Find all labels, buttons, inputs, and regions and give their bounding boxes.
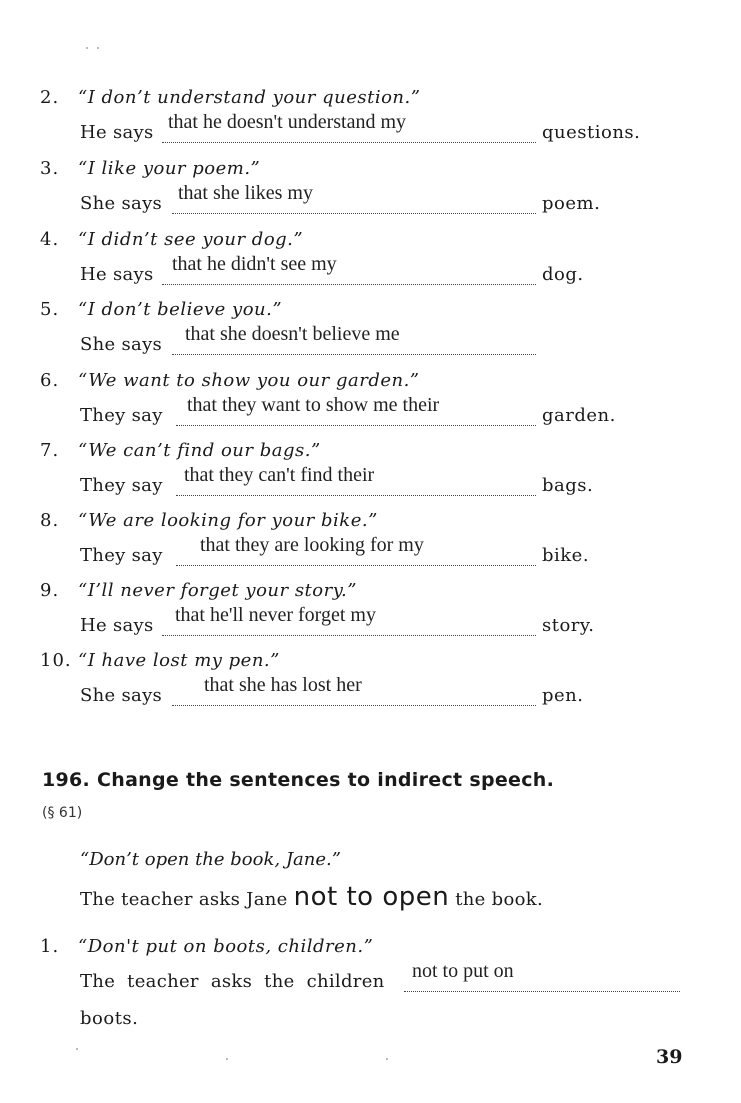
sentence-end: garden. — [542, 405, 616, 426]
reporting-phrase: They say — [80, 405, 163, 426]
conversion-item — [0, 440, 741, 512]
handwritten-answer[interactable]: that he didn't see my — [172, 253, 337, 275]
direct-speech-quote: “I didn’t see your dog.” — [78, 229, 304, 250]
answer-line — [172, 354, 536, 355]
reporting-phrase: He says — [80, 122, 154, 143]
reporting-phrase: The teacher asks the children — [80, 971, 385, 992]
item-number: 3. — [40, 158, 60, 179]
sentence-end: bags. — [542, 475, 594, 496]
scan-speck — [76, 1048, 78, 1050]
handwritten-answer[interactable]: that he doesn't understand my — [168, 111, 406, 133]
exercise-title: 196. Change the sentences to indirect speech. — [42, 769, 555, 791]
answer-line — [162, 284, 536, 285]
answer-line — [176, 495, 536, 496]
conversion-item — [0, 299, 741, 371]
scan-speck — [86, 47, 88, 49]
answer-line — [172, 213, 536, 214]
reporting-phrase: They say — [80, 545, 163, 566]
direct-speech-quote: “We can’t find our bags.” — [78, 440, 321, 461]
conversion-item — [0, 229, 741, 301]
answer-line — [404, 991, 680, 992]
item-number: 2. — [40, 87, 60, 108]
direct-speech-quote: “We are looking for your bike.” — [78, 510, 378, 531]
example-answer-line — [80, 882, 543, 912]
scan-speck — [386, 1058, 388, 1060]
grammar-reference: (§ 61) — [42, 805, 83, 821]
handwritten-answer[interactable]: not to put on — [412, 960, 514, 982]
item-number: 1. — [40, 936, 60, 957]
answer-line — [162, 635, 536, 636]
direct-speech-quote: “I don’t believe you.” — [78, 299, 283, 320]
handwritten-answer[interactable]: that he'll never forget my — [175, 604, 376, 626]
sentence-continuation: boots. — [80, 1008, 139, 1029]
item-number: 7. — [40, 440, 60, 461]
reporting-phrase: She says — [80, 193, 163, 214]
reporting-phrase: She says — [80, 685, 163, 706]
conversion-item — [0, 370, 741, 442]
answer-line — [162, 142, 536, 143]
page-number: 39 — [656, 1046, 683, 1068]
sentence-end: dog. — [542, 264, 584, 285]
conversion-item — [0, 158, 741, 230]
sentence-end: questions. — [542, 122, 641, 143]
example-answer: not to open — [293, 882, 450, 912]
example-tail: the book. — [455, 889, 543, 910]
item-number: 6. — [40, 370, 60, 391]
scan-speck — [226, 1058, 228, 1060]
item-number: 5. — [40, 299, 60, 320]
direct-speech-quote: “We want to show you our garden.” — [78, 370, 420, 391]
example-lead: The teacher asks Jane — [80, 889, 288, 910]
sentence-end: pen. — [542, 685, 584, 706]
reporting-phrase: They say — [80, 475, 163, 496]
handwritten-answer[interactable]: that she has lost her — [204, 674, 362, 696]
example-quote: “Don’t open the book, Jane.” — [80, 849, 341, 870]
conversion-item — [0, 936, 741, 1008]
conversion-item — [0, 650, 741, 722]
handwritten-answer[interactable]: that they can't find their — [184, 464, 375, 486]
answer-line — [172, 705, 536, 706]
sentence-end: story. — [542, 615, 595, 636]
reporting-phrase: He says — [80, 615, 154, 636]
item-number: 9. — [40, 580, 60, 601]
sentence-end: bike. — [542, 545, 590, 566]
conversion-item — [0, 510, 741, 582]
direct-speech-quote: “I have lost my pen.” — [78, 650, 280, 671]
sentence-end: poem. — [542, 193, 601, 214]
reporting-phrase: He says — [80, 264, 154, 285]
handwritten-answer[interactable]: that they want to show me their — [187, 394, 440, 416]
answer-line — [176, 425, 536, 426]
answer-line — [176, 565, 536, 566]
handwritten-answer[interactable]: that she doesn't believe me — [185, 323, 400, 345]
direct-speech-quote: “I’ll never forget your story.” — [78, 580, 357, 601]
item-number: 10. — [40, 650, 72, 671]
scan-speck — [97, 47, 99, 49]
reporting-phrase: She says — [80, 334, 163, 355]
direct-speech-quote: “Don't put on boots, children.” — [78, 936, 374, 957]
direct-speech-quote: “I don’t understand your question.” — [78, 87, 421, 108]
item-number: 8. — [40, 510, 60, 531]
handwritten-answer[interactable]: that they are looking for my — [200, 534, 424, 556]
direct-speech-quote: “I like your poem.” — [78, 158, 261, 179]
conversion-item — [0, 580, 741, 652]
handwritten-answer[interactable]: that she likes my — [178, 182, 313, 204]
item-number: 4. — [40, 229, 60, 250]
conversion-item — [0, 87, 741, 159]
